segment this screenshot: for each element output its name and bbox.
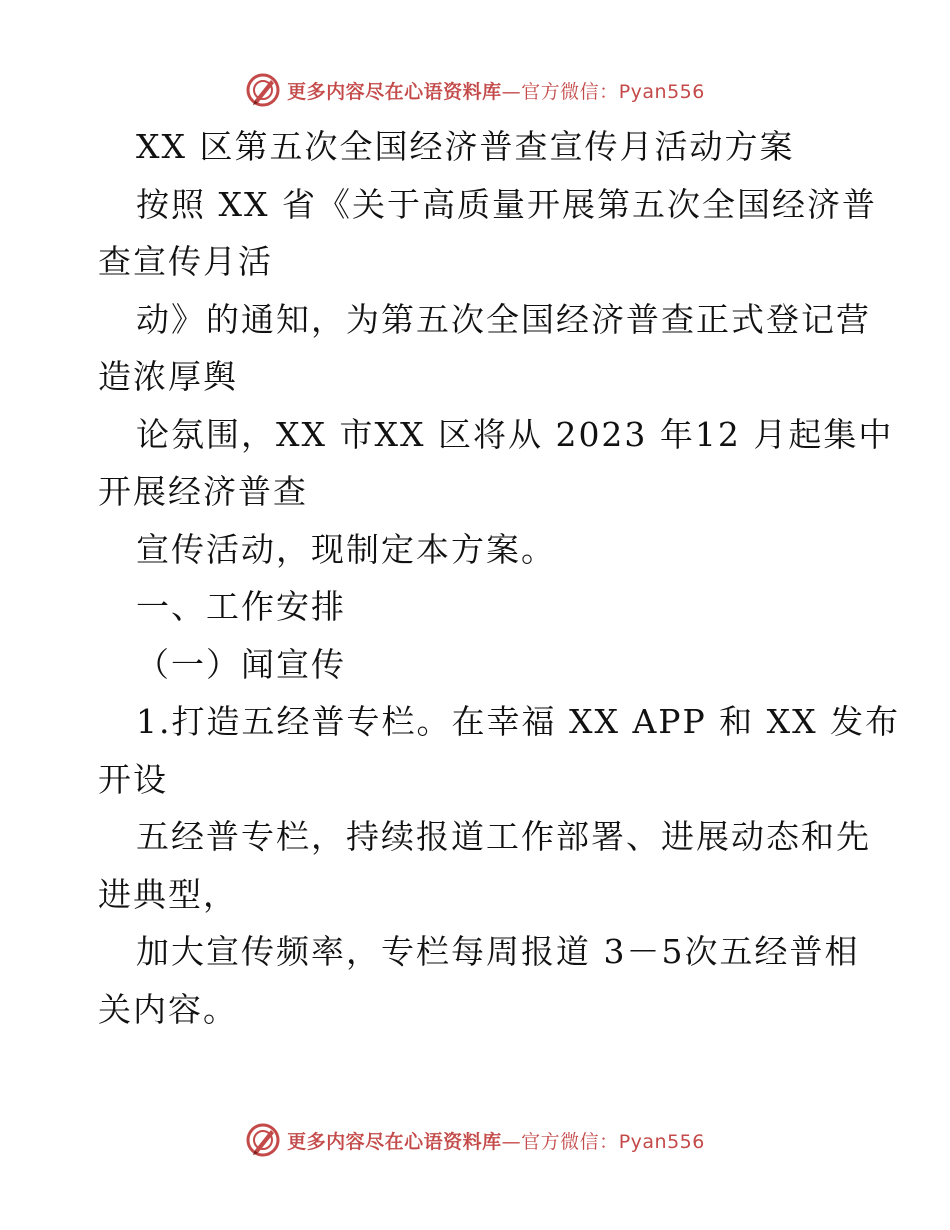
- paragraph-line: 论氛围，XX 市XX 区将从 2023 年12 月起集中: [136, 414, 894, 454]
- paragraph-line: 造浓厚舆: [98, 357, 238, 396]
- watermark-contact-label: 官方微信：: [521, 80, 619, 103]
- document-body: [98, 118, 901, 1038]
- header-watermark: [0, 68, 950, 112]
- paragraph-line: 查宣传月活: [98, 242, 273, 281]
- watermark-brand: 更多内容尽在心语资料库: [287, 1130, 502, 1153]
- paragraph-line: 1.打造五经普专栏。在幸福 XX APP 和 XX 发布: [136, 702, 901, 741]
- paragraph-line: 开设: [98, 759, 168, 799]
- document-title: XX 区第五次全国经济普查宣传月活动方案: [136, 127, 795, 166]
- paragraph-line: 宣传活动，现制定本方案。: [136, 529, 556, 569]
- footer-watermark: [0, 1118, 950, 1162]
- paragraph-line: 加大宣传频率，专栏每周报道 3－5次五经普相: [136, 932, 860, 971]
- paragraph-line: 动》的通知，为第五次全国经济普查正式登记营: [136, 299, 871, 339]
- red-pen-seal-logo-icon: [245, 72, 281, 108]
- watermark-separator: —: [501, 80, 522, 103]
- paragraph-line: 五经普专栏，持续报道工作部署、进展动态和先: [136, 817, 871, 856]
- paragraph-line: 按照 XX 省《关于高质量开展第五次全国经济普: [136, 184, 877, 224]
- paragraph-line: 关内容。: [98, 989, 238, 1029]
- watermark-contact-id: Pyan556: [618, 1130, 705, 1153]
- watermark-contact-id: Pyan556: [618, 80, 705, 103]
- paragraph-line: 开展经济普查: [98, 472, 308, 511]
- watermark-brand: 更多内容尽在心语资料库: [287, 80, 502, 103]
- section-heading: 一、工作安排: [136, 587, 346, 626]
- watermark-separator: —: [501, 1130, 522, 1153]
- red-pen-seal-logo-icon: [245, 1122, 281, 1158]
- paragraph-line: 进典型，: [98, 874, 238, 914]
- watermark-contact-label: 官方微信：: [521, 1130, 619, 1153]
- subsection-heading: （一）闻宣传: [136, 644, 346, 684]
